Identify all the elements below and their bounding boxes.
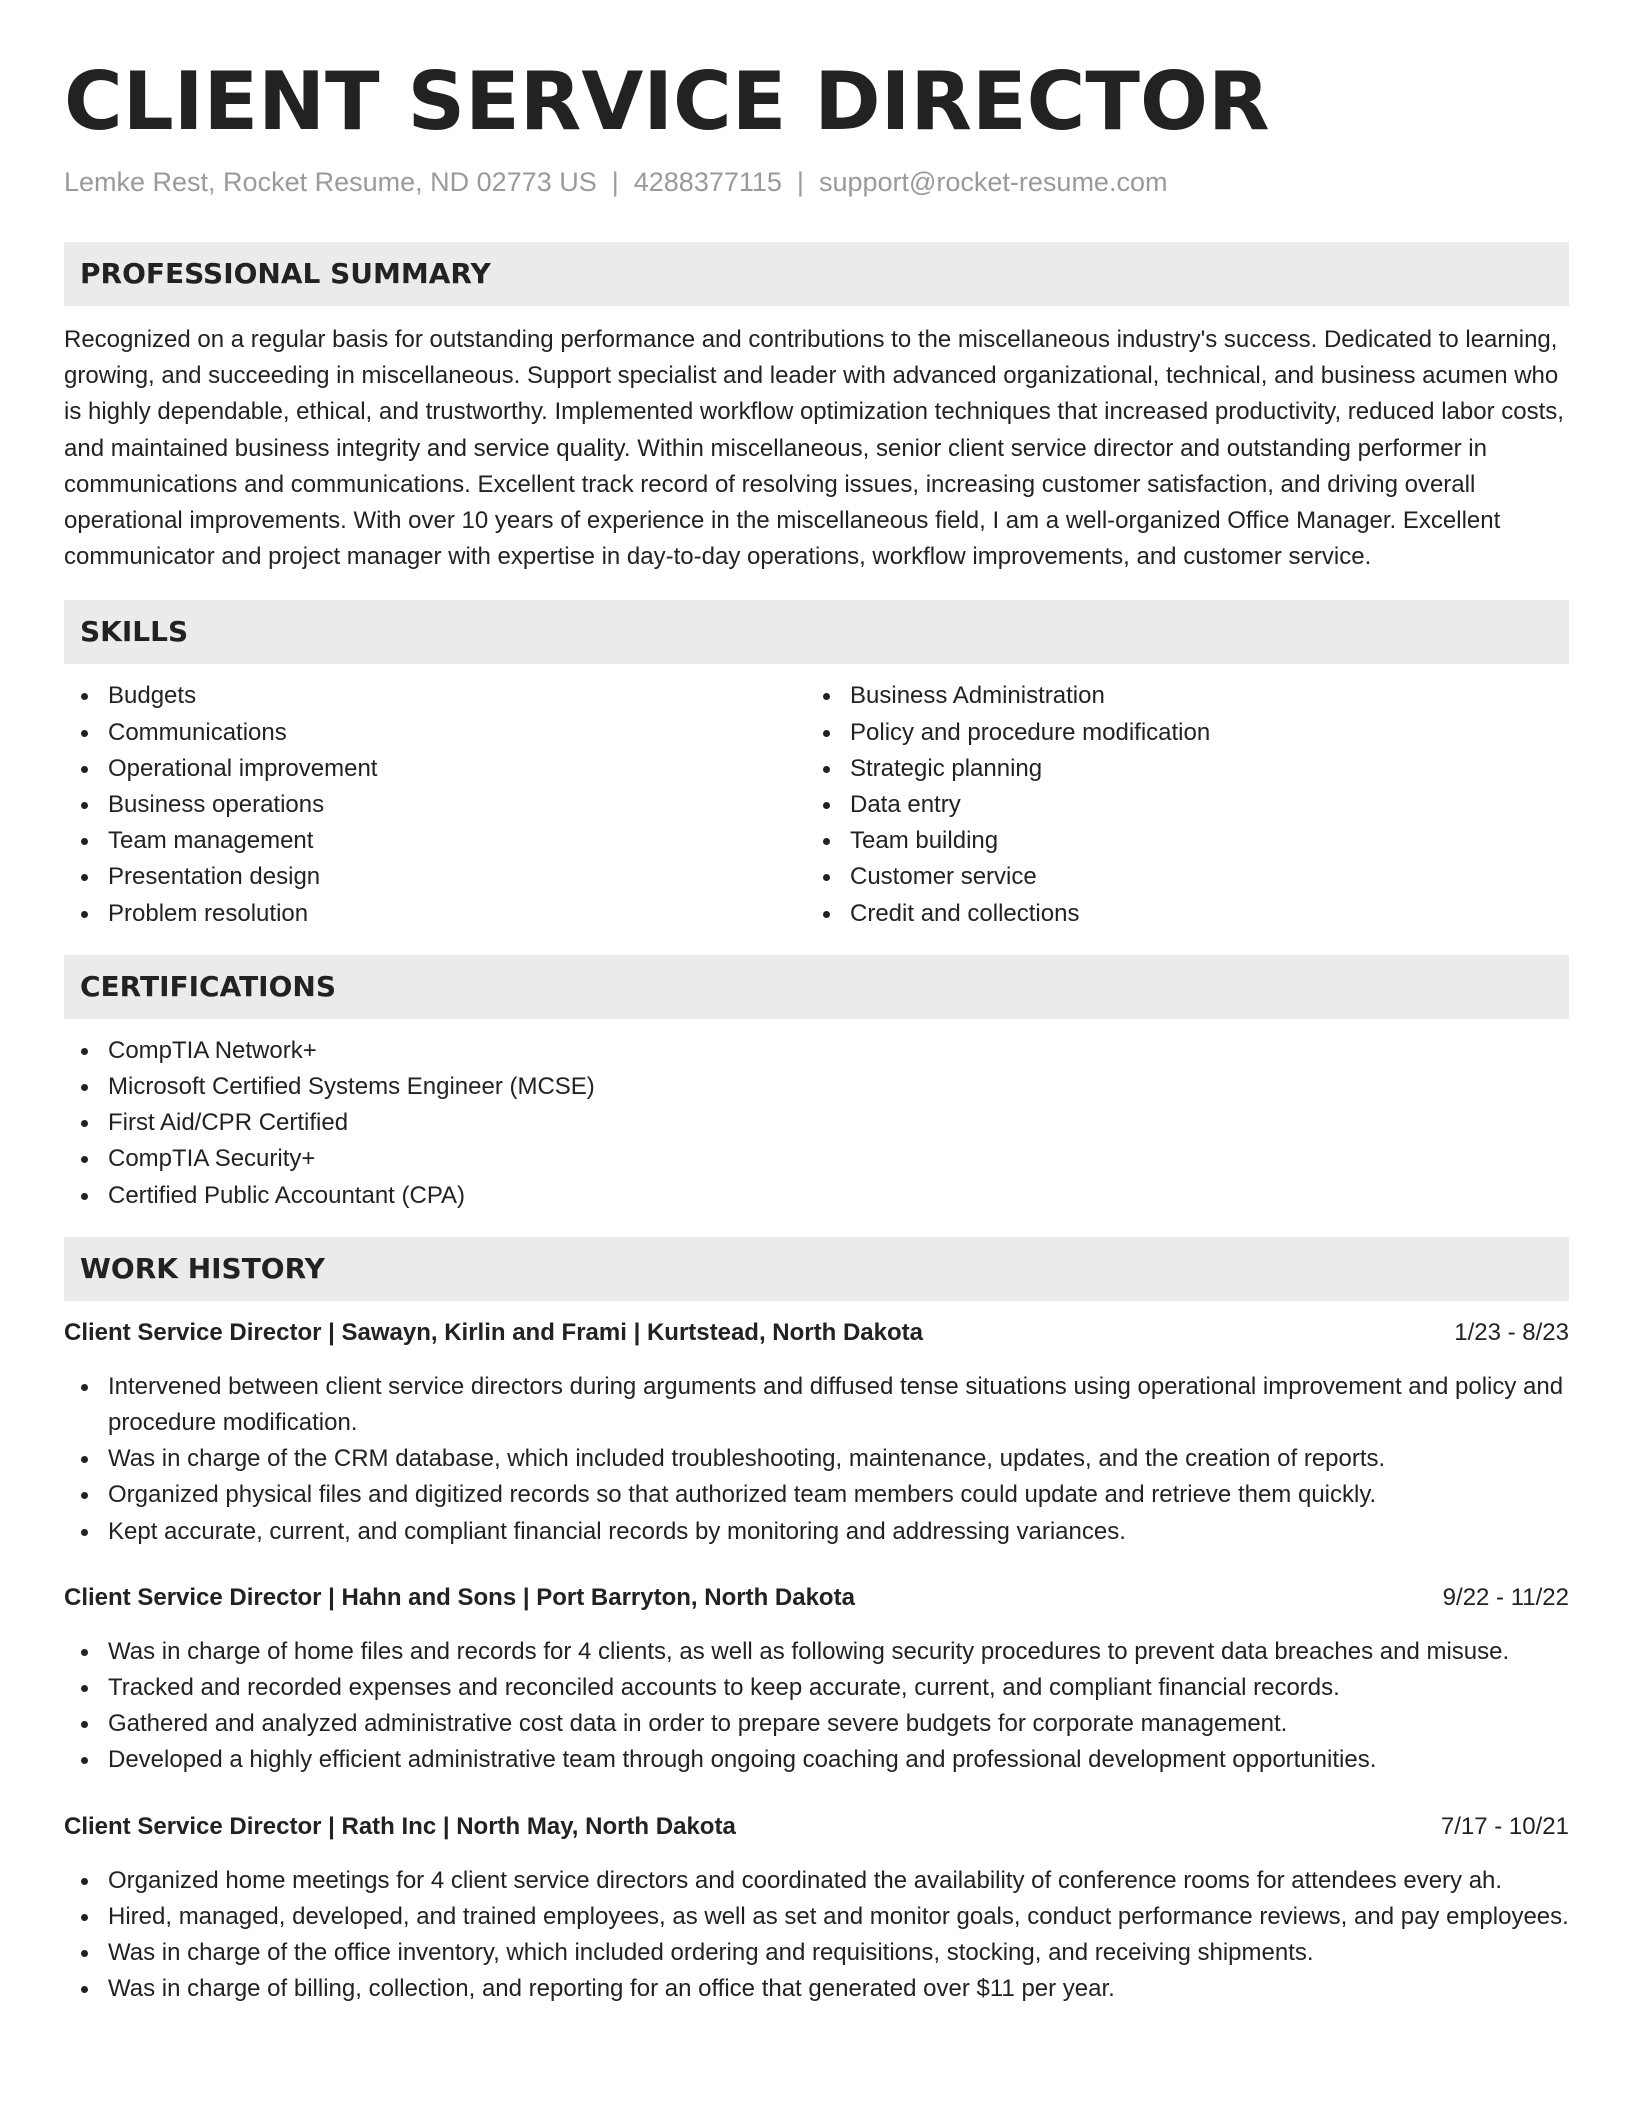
job-dates: 7/17 - 10/21 (1440, 1812, 1569, 1840)
skills-list-right (806, 678, 1548, 931)
job-bullet: Was in charge of home files and records for 4 clients, as well as following security procedures to prevent data breaches and misuse. (64, 1634, 1569, 1670)
skill-item: Problem resolution (64, 896, 806, 932)
contact-email: support@rocket-resume.com (818, 167, 1168, 197)
contact-address: Lemke Rest, Rocket Resume, ND 02773 US (64, 167, 597, 197)
job-bullet-list (64, 1863, 1569, 2008)
job-bullet: Hired, managed, developed, and trained employees, as well as set and monitor goals, conduct performance reviews, and pay employees. (64, 1899, 1569, 1935)
job-dates: 1/23 - 8/23 (1454, 1318, 1569, 1346)
job-bullet: Organized home meetings for 4 client service directors and coordinated the availability of conference rooms for attendees every ah. (64, 1863, 1569, 1899)
certification-item: CompTIA Security+ (64, 1141, 1569, 1177)
certifications-list (64, 1033, 1569, 1214)
skill-item: Data entry (806, 787, 1548, 823)
contact-line (64, 164, 1569, 200)
skill-item: Team building (806, 823, 1548, 859)
job-bullet-list (64, 1369, 1569, 1550)
job-bullet-list (64, 1634, 1569, 1779)
resume-title: CLIENT SERVICE DIRECTOR (64, 55, 1270, 148)
job-title: Client Service Director | Sawayn, Kirlin and Frami | Kurtstead, North Dakota (64, 1318, 923, 1346)
contact-separator: | (796, 167, 804, 197)
certification-item: CompTIA Network+ (64, 1033, 1569, 1069)
skill-item: Operational improvement (64, 751, 806, 787)
job-header (64, 1809, 1569, 1845)
skill-item: Presentation design (64, 859, 806, 895)
job-bullet: Developed a highly efficient administrative team through ongoing coaching and professional development opportunities. (64, 1742, 1569, 1778)
skill-item: Communications (64, 715, 806, 751)
certifications-heading: CERTIFICATIONS (64, 955, 1569, 1019)
certification-item: Certified Public Accountant (CPA) (64, 1178, 1569, 1214)
skill-item: Business operations (64, 787, 806, 823)
job-entry (64, 1580, 1569, 1779)
job-header (64, 1580, 1569, 1616)
job-title: Client Service Director | Rath Inc | North May, North Dakota (64, 1812, 736, 1840)
work-history-heading: WORK HISTORY (64, 1237, 1569, 1301)
job-title: Client Service Director | Hahn and Sons | Port Barryton, North Dakota (64, 1583, 855, 1611)
job-bullet: Was in charge of the office inventory, which included ordering and requisitions, stocking, and receiving shipments. (64, 1935, 1569, 1971)
skill-item: Team management (64, 823, 806, 859)
job-header (64, 1315, 1569, 1351)
skill-item: Customer service (806, 859, 1548, 895)
skills-list-left (64, 678, 806, 931)
job-entry (64, 1315, 1569, 1550)
job-bullet: Tracked and recorded expenses and reconciled accounts to keep accurate, current, and compliant financial records. (64, 1670, 1569, 1706)
contact-phone: 4288377115 (633, 167, 782, 197)
job-bullet: Kept accurate, current, and compliant financial records by monitoring and addressing variances. (64, 1514, 1569, 1550)
summary-text: Recognized on a regular basis for outstanding performance and contributions to the miscellaneous industry's success. Dedicated to learning, growing, and succeeding in miscellaneous. Support specialist and leader with advanced organizational, technical, and business acumen who is highly dependable, ethical, and trustworthy. Implemented workflow optimization techniques that increased productivity, reduced labor costs, and maintained business integrity and service quality. Within miscellaneous, senior client service director and outstanding performer in communications and communications. Excellent track record of resolving issues, increasing customer satisfaction, and driving overall operational improvements. With over 10 years of experience in the miscellaneous field, I am a well-organized Office Manager. Excellent communicator and project manager with expertise in day-to-day operations, workflow improvements, and customer service. (64, 326, 1564, 571)
job-bullet: Was in charge of billing, collection, and reporting for an office that generated over $11 per year. (64, 1971, 1569, 2007)
skills-heading: SKILLS (64, 600, 1569, 664)
job-bullet: Organized physical files and digitized records so that authorized team members could update and retrieve them quickly. (64, 1477, 1569, 1513)
skill-item: Credit and collections (806, 896, 1548, 932)
certification-item: First Aid/CPR Certified (64, 1105, 1569, 1141)
certification-item: Microsoft Certified Systems Engineer (MCSE) (64, 1069, 1569, 1105)
job-bullet: Gathered and analyzed administrative cost data in order to prepare severe budgets for corporate management. (64, 1706, 1569, 1742)
job-entry (64, 1809, 1569, 2008)
job-bullet: Intervened between client service directors during arguments and diffused tense situations using operational improvement and policy and procedure modification. (64, 1369, 1569, 1441)
job-bullet: Was in charge of the CRM database, which included troubleshooting, maintenance, updates, and the creation of reports. (64, 1441, 1569, 1477)
skill-item: Budgets (64, 678, 806, 714)
job-dates: 9/22 - 11/22 (1442, 1583, 1569, 1611)
skills-grid (64, 678, 1569, 931)
skill-item: Policy and procedure modification (806, 715, 1548, 751)
skill-item: Strategic planning (806, 751, 1548, 787)
contact-separator: | (611, 167, 619, 197)
summary-heading: PROFESSIONAL SUMMARY (64, 242, 1569, 306)
skill-item: Business Administration (806, 678, 1548, 714)
